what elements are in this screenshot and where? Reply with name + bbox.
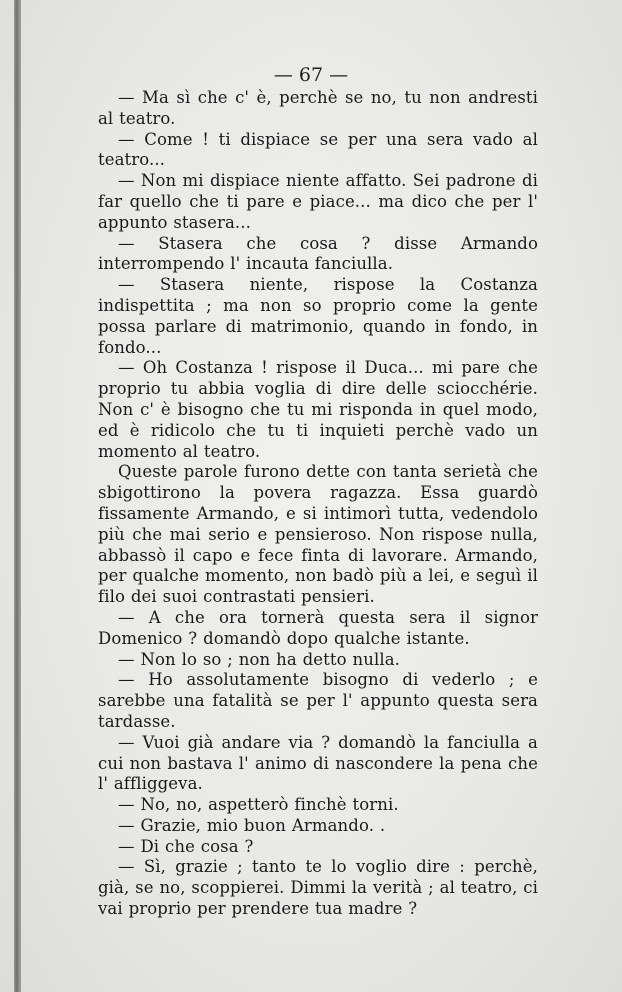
paragraph: — Come ! ti dispiace se per una sera vado al teatro... [98,129,538,170]
paragraph: — Di che cosa ? [118,836,254,856]
paragraph: — Vuoi già andare via ? domandò la fanciulla a cui non bastava l' animo di nascondere la pena che l' affliggeva. [98,732,538,794]
paragraph: — Stasera niente, rispose la Costanza indispettita ; ma non so proprio come la gente possa parlare di matrimonio, quando in fondo, in fondo... [98,275,538,357]
paragraph: — Sì, grazie ; tanto te lo voglio dire : perchè, già, se no, scoppierei. Dimmi la verità ; al teatro, ci vai proprio per prendere tua madre ? [98,857,538,919]
paragraph: Queste parole furono dette con tanta serietà che sbigottirono la povera ragazza. Essa guardò fissamente Armando, e si intimorì tutta, vedendolo più che mai serio e pensieroso. Non rispose nulla, abbassò il capo e fece finta di lavorare. Armando, per qualche momento, non badò più a lei, e seguì il filo dei suoi contrastati pensieri. [98,462,538,607]
paragraph: — Oh Costanza ! rispose il Duca... mi pare che proprio tu abbia voglia di dire delle sciocchérie. Non c' è bisogno che tu mi risponda in quel modo, ed è ridicolo che tu ti inquieti perchè vado un momento al teatro. [98,358,538,461]
paragraph: — Ho assolutamente bisogno di vederlo ; e sarebbe una fatalità se per l' appunto questa sera tardasse. [98,670,538,731]
body-text [98,88,538,920]
paragraph: — Ma sì che c' è, perchè se no, tu non andresti al teatro. [98,88,538,128]
paragraph: — Stasera che cosa ? disse Armando interrompendo l' incauta fanciulla. [98,233,538,274]
page-number: — 67 — [273,64,349,86]
paragraph: — Grazie, mio buon Armando. . [118,815,386,835]
paragraph: — Non lo so ; non ha detto nulla. [118,649,400,669]
page-binding-edge [14,0,21,992]
paragraph: — A che ora tornerà questa sera il signor Domenico ? domandò dopo qualche istante. [98,607,538,648]
paragraph: — Non mi dispiace niente affatto. Sei padrone di far quello che ti pare e piace... ma dico che per l' appunto stasera... [98,171,538,232]
paragraph: — No, no, aspetterò finchè torni. [118,795,399,815]
